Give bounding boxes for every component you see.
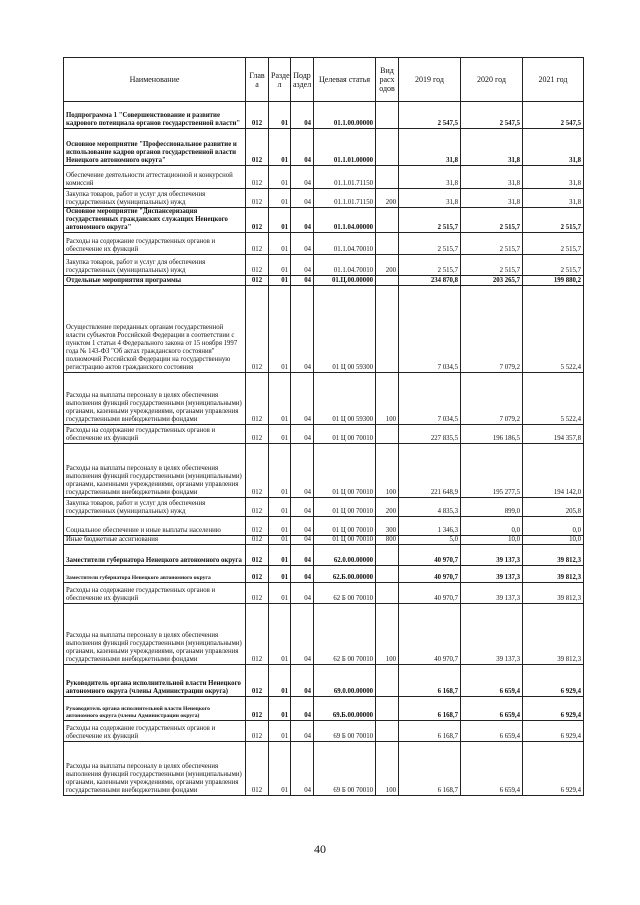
- row-name: Руководитель органа исполнительной власти Ненецкого автономного округа (члены Администрации округа): [64, 665, 246, 697]
- row-target-article: 69.Б.00.00000: [314, 697, 376, 721]
- row-value-2020: 39 137,3: [461, 566, 523, 583]
- row-value-2019: 234 870,8: [399, 276, 461, 286]
- row-name: Расходы на содержание государственных органов и обеспечение их функций: [64, 233, 246, 255]
- table-row: [64, 536, 584, 545]
- table-row: [64, 583, 584, 604]
- row-chapter: 012: [246, 255, 269, 276]
- table-row: [64, 545, 584, 566]
- row-name: Расходы на содержание государственных органов и обеспечение их функций: [64, 425, 246, 444]
- row-target-article: 01.Ц.00.00000: [314, 276, 376, 286]
- row-target-article: 01 Ц 00 70010: [314, 498, 376, 517]
- table-row: [64, 517, 584, 536]
- row-expense-type: [376, 665, 399, 697]
- row-expense-type: 200: [376, 255, 399, 276]
- row-value-2019: 40 970,7: [399, 545, 461, 566]
- row-value-2021: 6 929,4: [523, 721, 584, 742]
- row-subsection: 04: [291, 697, 314, 721]
- row-chapter: 012: [246, 583, 269, 604]
- row-target-article: 69.0.00.00000: [314, 665, 376, 697]
- row-name: Расходы на выплаты персоналу в целях обеспечения выполнения функций государственными (муниципальными) органами, казенными учреждениями, органами управления государственными внебюджетными фондами: [64, 444, 246, 498]
- row-subsection: 04: [291, 444, 314, 498]
- row-value-2021: 39 812,3: [523, 545, 584, 566]
- row-expense-type: [376, 583, 399, 604]
- table-row: [64, 208, 584, 233]
- row-value-2021: 31,8: [523, 129, 584, 166]
- row-value-2021: 0,0: [523, 517, 584, 536]
- row-expense-type: [376, 208, 399, 233]
- row-subsection: 04: [291, 286, 314, 373]
- row-section: 01: [269, 208, 291, 233]
- row-value-2019: 2 547,5: [399, 102, 461, 129]
- row-value-2020: 7 079,2: [461, 373, 523, 425]
- row-name: Осуществление переданных органам государственной власти субъектов Российской Федерации в соответствии с пунктом 1 статьи 4 Федерального закона от 15 ноября 1997 года № 143-ФЗ "Об актах гражданского состояния" полномочий Российской Федерации на государственную регистрацию актов гражданского состояния: [64, 286, 246, 373]
- row-value-2019: 40 970,7: [399, 604, 461, 665]
- row-subsection: 04: [291, 129, 314, 166]
- row-section: 01: [269, 665, 291, 697]
- row-chapter: 012: [246, 373, 269, 425]
- row-target-article: 01 Ц 00 70010: [314, 444, 376, 498]
- row-value-2020: 899,0: [461, 498, 523, 517]
- row-value-2021: 6 929,4: [523, 665, 584, 697]
- row-expense-type: [376, 545, 399, 566]
- row-target-article: 62.0.00.00000: [314, 545, 376, 566]
- row-value-2019: 1 346,3: [399, 517, 461, 536]
- table-row: [64, 665, 584, 697]
- row-expense-type: [376, 233, 399, 255]
- row-value-2019: 31,8: [399, 189, 461, 208]
- row-value-2021: 194 357,8: [523, 425, 584, 444]
- row-section: 01: [269, 742, 291, 796]
- row-chapter: 012: [246, 276, 269, 286]
- row-chapter: 012: [246, 721, 269, 742]
- row-name: Иные бюджетные ассигнования: [64, 536, 246, 545]
- row-value-2021: 6 929,4: [523, 697, 584, 721]
- row-value-2019: 227 835,5: [399, 425, 461, 444]
- row-expense-type: 100: [376, 373, 399, 425]
- row-subsection: 04: [291, 545, 314, 566]
- row-value-2020: 31,8: [461, 129, 523, 166]
- row-chapter: 012: [246, 166, 269, 189]
- header-2020: 2020 год: [461, 58, 523, 102]
- row-section: 01: [269, 697, 291, 721]
- row-name: Подпрограмма 1 "Совершенствование и развитие кадрового потенциала органов государственной власти": [64, 102, 246, 129]
- row-name: Основное мероприятие "Диспансеризация государственных гражданских служащих Ненецкого автономного округа": [64, 208, 246, 233]
- row-name: Отдельные мероприятия программы: [64, 276, 246, 286]
- row-section: 01: [269, 373, 291, 425]
- row-expense-type: 100: [376, 742, 399, 796]
- header-2021: 2021 год: [523, 58, 584, 102]
- row-value-2021: 31,8: [523, 166, 584, 189]
- row-name: Расходы на выплаты персоналу в целях обеспечения выполнения функций государственными (муниципальными) органами, казенными учреждениями, органами управления государственными внебюджетными фондами: [64, 373, 246, 425]
- row-target-article: 01 Ц 00 59300: [314, 286, 376, 373]
- row-value-2020: 10,0: [461, 536, 523, 545]
- row-name: Закупка товаров, работ и услуг для обеспечения государственных (муниципальных) нужд: [64, 498, 246, 517]
- table-body: [64, 102, 584, 796]
- table-row: [64, 189, 584, 208]
- row-section: 01: [269, 233, 291, 255]
- row-target-article: 01 Ц 00 70010: [314, 425, 376, 444]
- row-value-2020: 2 515,7: [461, 208, 523, 233]
- row-expense-type: 100: [376, 604, 399, 665]
- row-chapter: 012: [246, 697, 269, 721]
- header-target-article: Целевая статья: [314, 58, 376, 102]
- row-target-article: 01.1.01.00000: [314, 129, 376, 166]
- row-section: 01: [269, 517, 291, 536]
- row-expense-type: [376, 566, 399, 583]
- row-value-2019: 2 515,7: [399, 208, 461, 233]
- row-section: 01: [269, 721, 291, 742]
- header-expense-type: Вид расх одов: [376, 58, 399, 102]
- row-target-article: 01.1.04.00000: [314, 208, 376, 233]
- table-row: [64, 721, 584, 742]
- row-value-2019: 4 835,3: [399, 498, 461, 517]
- row-section: 01: [269, 425, 291, 444]
- row-value-2021: 194 142,0: [523, 444, 584, 498]
- row-name: Расходы на выплаты персоналу в целях обеспечения выполнения функций государственными (муниципальными) органами, казенными учреждениями, органами управления государственными внебюджетными фондами: [64, 604, 246, 665]
- table-row: [64, 566, 584, 583]
- row-target-article: 01 Ц 00 70010: [314, 536, 376, 545]
- row-target-article: 62.Б.00.00000: [314, 566, 376, 583]
- row-section: 01: [269, 189, 291, 208]
- row-section: 01: [269, 166, 291, 189]
- table-row: [64, 286, 584, 373]
- row-value-2020: 2 515,7: [461, 255, 523, 276]
- header-2019: 2019 год: [399, 58, 461, 102]
- row-value-2019: 2 515,7: [399, 255, 461, 276]
- row-section: 01: [269, 536, 291, 545]
- row-subsection: 04: [291, 276, 314, 286]
- row-name: Закупка товаров, работ и услуг для обеспечения государственных (муниципальных) нужд: [64, 189, 246, 208]
- row-subsection: 04: [291, 373, 314, 425]
- row-chapter: 012: [246, 566, 269, 583]
- row-value-2019: 6 168,7: [399, 742, 461, 796]
- row-chapter: 012: [246, 742, 269, 796]
- row-target-article: 69 Б 00 70010: [314, 721, 376, 742]
- row-expense-type: [376, 425, 399, 444]
- row-target-article: 01.1.00.00000: [314, 102, 376, 129]
- row-expense-type: [376, 166, 399, 189]
- row-chapter: 012: [246, 517, 269, 536]
- row-name: Заместители губернатора Ненецкого автономного округа: [64, 545, 246, 566]
- row-name: Социальное обеспечение и иные выплаты населению: [64, 517, 246, 536]
- row-section: 01: [269, 498, 291, 517]
- row-value-2021: 199 880,2: [523, 276, 584, 286]
- table-row: [64, 444, 584, 498]
- table-row: [64, 276, 584, 286]
- row-target-article: 01.1.01.71150: [314, 189, 376, 208]
- row-target-article: 69 Б 00 70010: [314, 742, 376, 796]
- row-value-2019: 2 515,7: [399, 233, 461, 255]
- row-value-2021: 39 812,3: [523, 604, 584, 665]
- row-value-2021: 2 547,5: [523, 102, 584, 129]
- table-row: [64, 742, 584, 796]
- row-section: 01: [269, 276, 291, 286]
- row-name: Расходы на содержание государственных органов и обеспечение их функций: [64, 583, 246, 604]
- row-subsection: 04: [291, 102, 314, 129]
- row-value-2021: 5 522,4: [523, 373, 584, 425]
- row-value-2020: 196 186,5: [461, 425, 523, 444]
- header-section: Разде л: [269, 58, 291, 102]
- row-value-2019: 40 970,7: [399, 583, 461, 604]
- table-row: [64, 102, 584, 129]
- row-value-2019: 7 034,5: [399, 373, 461, 425]
- row-expense-type: [376, 276, 399, 286]
- row-expense-type: 200: [376, 498, 399, 517]
- row-section: 01: [269, 444, 291, 498]
- row-expense-type: 100: [376, 444, 399, 498]
- header-chapter: Глав а: [246, 58, 269, 102]
- row-value-2019: 6 168,7: [399, 697, 461, 721]
- row-value-2021: 5 522,4: [523, 286, 584, 373]
- row-name: Расходы на выплаты персоналу в целях обеспечения выполнения функций государственными (муниципальными) органами, казенными учреждениями, органами управления государственными внебюджетными фондами: [64, 742, 246, 796]
- row-name: Закупка товаров, работ и услуг для обеспечения государственных (муниципальных) нужд: [64, 255, 246, 276]
- row-section: 01: [269, 604, 291, 665]
- row-target-article: 01.1.04.70010: [314, 255, 376, 276]
- row-value-2021: 10,0: [523, 536, 584, 545]
- header-subsection: Подр аздел: [291, 58, 314, 102]
- row-target-article: 01 Ц 00 70010: [314, 517, 376, 536]
- row-subsection: 04: [291, 517, 314, 536]
- row-value-2020: 6 659,4: [461, 721, 523, 742]
- row-target-article: 01.1.04.70010: [314, 233, 376, 255]
- row-name: Расходы на содержание государственных органов и обеспечение их функций: [64, 721, 246, 742]
- row-value-2020: 39 137,3: [461, 545, 523, 566]
- row-name: Обеспечение деятельности аттестационной и конкурсной комиссий: [64, 166, 246, 189]
- table-row: [64, 255, 584, 276]
- row-value-2020: 31,8: [461, 189, 523, 208]
- row-expense-type: [376, 697, 399, 721]
- row-subsection: 04: [291, 604, 314, 665]
- row-value-2020: 203 265,7: [461, 276, 523, 286]
- row-section: 01: [269, 566, 291, 583]
- row-subsection: 04: [291, 536, 314, 545]
- row-name: Основное мероприятие "Профессиональное развитие и использование кадров органов государственной власти Ненецкого автономного округа": [64, 129, 246, 166]
- row-expense-type: [376, 721, 399, 742]
- row-value-2021: 39 812,3: [523, 566, 584, 583]
- row-value-2020: 2 547,5: [461, 102, 523, 129]
- row-value-2020: 39 137,3: [461, 604, 523, 665]
- row-target-article: 62 Б 00 70010: [314, 604, 376, 665]
- row-subsection: 04: [291, 166, 314, 189]
- row-value-2019: 31,8: [399, 166, 461, 189]
- row-value-2020: 0,0: [461, 517, 523, 536]
- page-number: 40: [314, 842, 326, 856]
- row-subsection: 04: [291, 566, 314, 583]
- row-value-2020: 2 515,7: [461, 233, 523, 255]
- table-row: [64, 129, 584, 166]
- row-subsection: 04: [291, 583, 314, 604]
- row-chapter: 012: [246, 233, 269, 255]
- row-chapter: 012: [246, 102, 269, 129]
- row-chapter: 012: [246, 604, 269, 665]
- row-value-2021: 2 515,7: [523, 208, 584, 233]
- row-value-2021: 31,8: [523, 189, 584, 208]
- row-chapter: 012: [246, 545, 269, 566]
- row-expense-type: 300: [376, 517, 399, 536]
- table-row: [64, 498, 584, 517]
- row-value-2019: 6 168,7: [399, 665, 461, 697]
- table-row: [64, 373, 584, 425]
- table-header-row: [64, 58, 584, 102]
- row-subsection: 04: [291, 665, 314, 697]
- row-value-2020: 6 659,4: [461, 665, 523, 697]
- row-target-article: 01 Ц 00 59300: [314, 373, 376, 425]
- row-value-2020: 39 137,3: [461, 583, 523, 604]
- row-subsection: 04: [291, 498, 314, 517]
- row-value-2019: 6 168,7: [399, 721, 461, 742]
- table-row: [64, 233, 584, 255]
- row-value-2019: 40 970,7: [399, 566, 461, 583]
- row-subsection: 04: [291, 255, 314, 276]
- row-value-2020: 31,8: [461, 166, 523, 189]
- row-chapter: 012: [246, 208, 269, 233]
- row-value-2019: 221 648,9: [399, 444, 461, 498]
- row-target-article: 01.1.01.71150: [314, 166, 376, 189]
- row-expense-type: [376, 102, 399, 129]
- row-value-2021: 2 515,7: [523, 255, 584, 276]
- row-subsection: 04: [291, 742, 314, 796]
- row-section: 01: [269, 102, 291, 129]
- row-expense-type: [376, 129, 399, 166]
- row-name: Руководитель органа исполнительной власти Ненецкого автономного округа (члены Администрации округа): [64, 697, 246, 721]
- row-chapter: 012: [246, 665, 269, 697]
- row-expense-type: 800: [376, 536, 399, 545]
- row-chapter: 012: [246, 425, 269, 444]
- row-value-2021: 205,8: [523, 498, 584, 517]
- row-subsection: 04: [291, 233, 314, 255]
- table-row: [64, 604, 584, 665]
- row-chapter: 012: [246, 129, 269, 166]
- row-value-2020: 6 659,4: [461, 742, 523, 796]
- row-section: 01: [269, 583, 291, 604]
- row-name: Заместители губернатора Ненецкого автономного округа: [64, 566, 246, 583]
- row-chapter: 012: [246, 536, 269, 545]
- row-value-2020: 7 079,2: [461, 286, 523, 373]
- table-row: [64, 697, 584, 721]
- row-chapter: 012: [246, 189, 269, 208]
- row-subsection: 04: [291, 208, 314, 233]
- row-subsection: 04: [291, 425, 314, 444]
- row-value-2019: 7 034,5: [399, 286, 461, 373]
- row-value-2021: 6 929,4: [523, 742, 584, 796]
- header-name: Наименование: [64, 58, 246, 102]
- row-chapter: 012: [246, 286, 269, 373]
- row-chapter: 012: [246, 498, 269, 517]
- row-section: 01: [269, 545, 291, 566]
- row-chapter: 012: [246, 444, 269, 498]
- row-value-2021: 39 812,3: [523, 583, 584, 604]
- row-subsection: 04: [291, 189, 314, 208]
- row-section: 01: [269, 129, 291, 166]
- row-section: 01: [269, 255, 291, 276]
- table-row: [64, 425, 584, 444]
- row-value-2021: 2 515,7: [523, 233, 584, 255]
- row-value-2020: 195 277,5: [461, 444, 523, 498]
- row-value-2019: 5,0: [399, 536, 461, 545]
- row-expense-type: 200: [376, 189, 399, 208]
- row-expense-type: [376, 286, 399, 373]
- budget-table: [63, 57, 584, 796]
- row-target-article: 62 Б 00 70010: [314, 583, 376, 604]
- row-section: 01: [269, 286, 291, 373]
- row-subsection: 04: [291, 721, 314, 742]
- row-value-2019: 31,8: [399, 129, 461, 166]
- table-row: [64, 166, 584, 189]
- row-value-2020: 6 659,4: [461, 697, 523, 721]
